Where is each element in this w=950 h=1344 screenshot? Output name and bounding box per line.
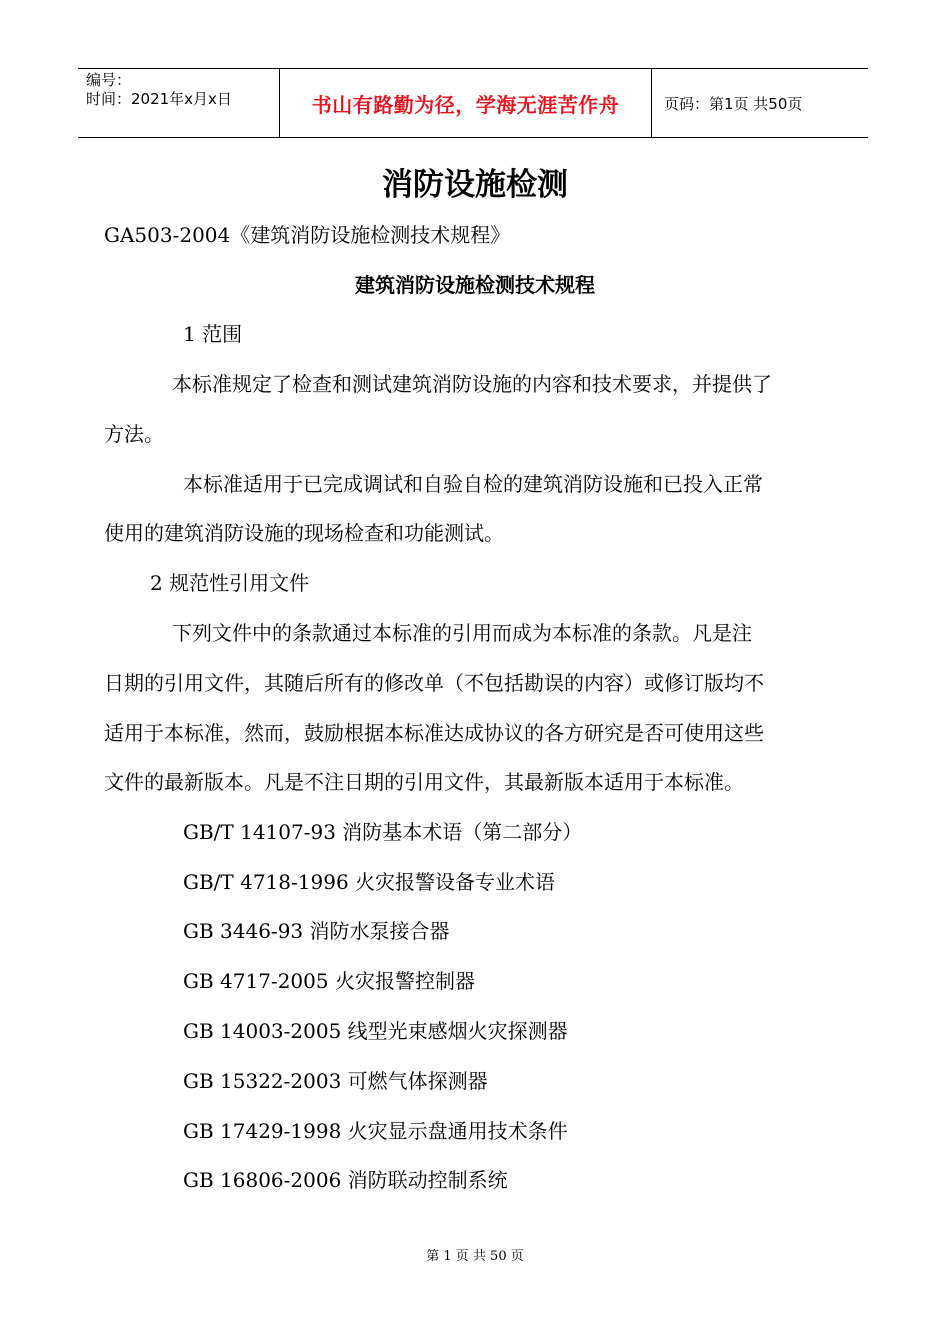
reference-item: GB 3446-93 消防水泵接合器 [183, 919, 450, 943]
reference-item: GB 14003-2005 线型光束感烟火灾探测器 [183, 1019, 568, 1043]
reference-item: GB/T 4718-1996 火灾报警设备专业术语 [183, 870, 556, 894]
section-1-heading: 1 范围 [183, 322, 243, 346]
document-subtitle: 建筑消防设施检测技术规程 [355, 273, 595, 297]
section-2-paragraph-line-4: 文件的最新版本。凡是不注日期的引用文件，其最新版本适用于本标准。 [104, 770, 744, 794]
section-2-paragraph-line-3: 适用于本标准，然而，鼓励根据本标准达成协议的各方研究是否可使用这些 [104, 721, 764, 745]
reference-item: GB 15322-2003 可燃气体探测器 [183, 1069, 488, 1093]
section-1-paragraph-1-line-2: 方法。 [104, 422, 164, 446]
page-footer: 第 1 页 共 50 页 [426, 1249, 524, 1264]
section-1-paragraph-2-line-1: 本标准适用于已完成调试和自验自检的建筑消防设施和已投入正常 [183, 472, 763, 496]
header-meta [78, 69, 280, 137]
section-1-paragraph-1-line-1: 本标准规定了检查和测试建筑消防设施的内容和技术要求，并提供了 [172, 372, 772, 396]
reference-item: GB 17429-1998 火灾显示盘通用技术条件 [183, 1119, 568, 1143]
time-label: 时间：2021年x月x日 [86, 90, 232, 108]
section-2-heading: 2 规范性引用文件 [150, 571, 310, 595]
source-line: GA503-2004《建筑消防设施检测技术规程》 [104, 223, 511, 247]
document-title: 消防设施检测 [382, 167, 568, 203]
section-2-paragraph-line-2: 日期的引用文件，其随后所有的修改单（不包括勘误的内容）或修订版均不 [104, 671, 764, 695]
section-2-paragraph-line-1: 下列文件中的条款通过本标准的引用而成为本标准的条款。凡是注 [172, 621, 752, 645]
reference-item: GB/T 14107-93 消防基本术语（第二部分） [183, 820, 583, 844]
number-label: 编号： [86, 71, 132, 89]
page-header [78, 68, 868, 138]
reference-item: GB 16806-2006 消防联动控制系统 [183, 1168, 508, 1192]
reference-item: GB 4717-2005 火灾报警控制器 [183, 969, 475, 993]
header-page-info: 页码：第1页 共50页 [664, 94, 803, 113]
section-1-paragraph-2-line-2: 使用的建筑消防设施的现场检查和功能测试。 [104, 521, 504, 545]
header-motto: 书山有路勤为径，学海无涯苦作舟 [280, 69, 652, 137]
